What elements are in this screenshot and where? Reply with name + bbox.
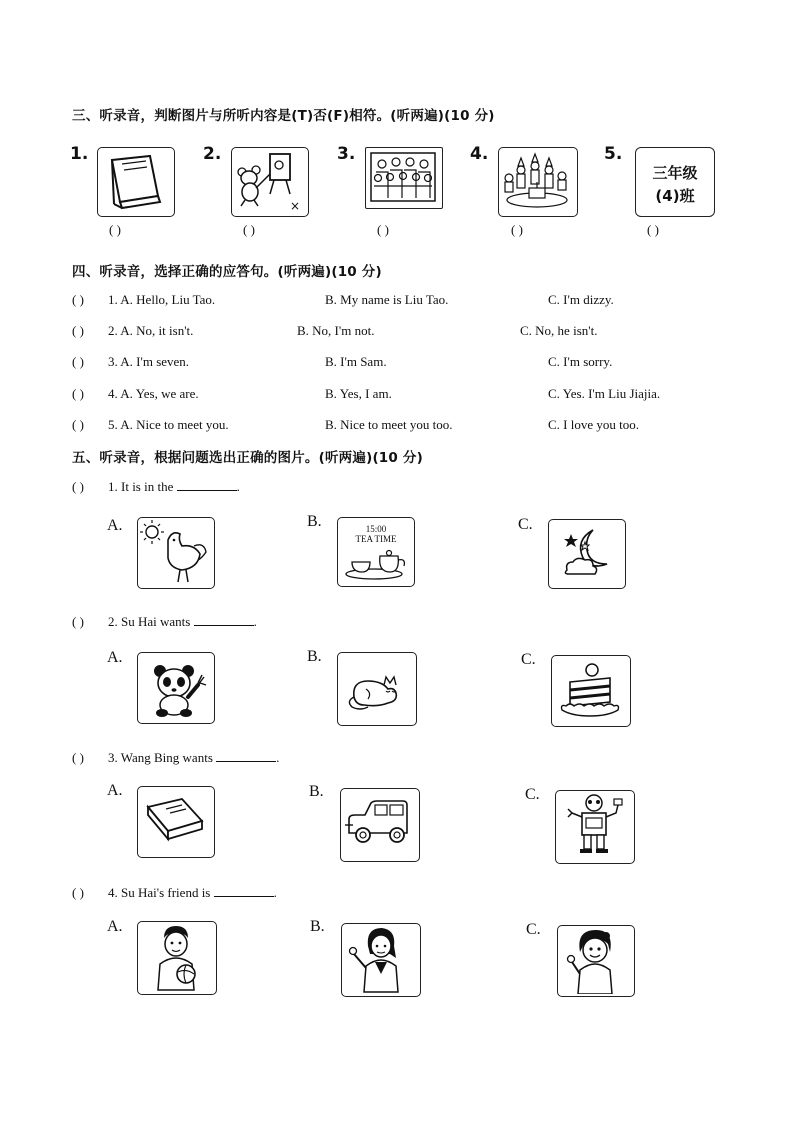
answer-paren[interactable]: ( )	[72, 614, 84, 629]
teapot-icon	[338, 544, 412, 582]
class-sign-picture	[635, 147, 715, 217]
answer-paren[interactable]: ( )	[72, 417, 84, 432]
option-c[interactable]: C. I love you too.	[548, 417, 639, 432]
mouse-drawing-icon	[232, 148, 306, 214]
mouse-drawing-picture	[231, 147, 309, 217]
option-c-picture[interactable]	[555, 790, 635, 864]
option-a[interactable]: 5. A. Nice to meet you.	[108, 417, 229, 432]
option-a-picture[interactable]	[137, 786, 215, 858]
girl-smiling-icon	[558, 926, 632, 994]
item-number: 4.	[470, 144, 489, 164]
option-letter: B.	[309, 783, 324, 800]
question-text	[108, 885, 277, 901]
question-prompt: 1. It is in the	[108, 479, 174, 494]
option-c[interactable]: C. Yes. I'm Liu Jiajia.	[548, 386, 661, 401]
section-5-heading: 五、听录音，根据问题选出正确的图片。(听两遍)(10 分)	[72, 450, 423, 466]
option-b[interactable]: B. No, I'm not.	[297, 323, 375, 338]
question-end: .	[276, 750, 280, 765]
answer-paren[interactable]: ( )	[109, 222, 121, 237]
option-letter: C.	[521, 651, 536, 668]
option-a[interactable]: 4. A. Yes, we are.	[108, 386, 199, 401]
option-letter: B.	[310, 918, 325, 935]
answer-blank[interactable]	[214, 886, 274, 897]
boy-ball-icon	[138, 922, 214, 992]
book-picture	[97, 147, 175, 217]
book-icon	[98, 148, 172, 214]
answer-paren[interactable]: ( )	[72, 750, 84, 765]
option-letter: B.	[307, 513, 322, 530]
option-a-picture[interactable]	[137, 517, 215, 589]
question-end: .	[236, 479, 240, 494]
birthday-party-icon	[499, 148, 575, 214]
option-letter: C.	[526, 921, 541, 938]
option-b-picture[interactable]	[341, 923, 421, 997]
option-letter: C.	[518, 516, 533, 533]
option-c[interactable]: C. I'm sorry.	[548, 354, 613, 369]
book-icon	[138, 787, 212, 855]
item-number: 1.	[70, 144, 89, 164]
option-c-picture[interactable]	[551, 655, 631, 727]
item-number: 3.	[337, 144, 356, 164]
answer-paren[interactable]: ( )	[377, 222, 389, 237]
option-letter: A.	[107, 649, 123, 666]
question-text	[108, 479, 240, 495]
answer-paren[interactable]: ( )	[72, 386, 84, 401]
question-text	[108, 750, 279, 766]
item-number: 5.	[604, 144, 623, 164]
option-b[interactable]: B. My name is Liu Tao.	[325, 292, 449, 307]
answer-paren[interactable]: ( )	[72, 354, 84, 369]
option-a-picture[interactable]	[137, 921, 217, 995]
section-3-heading: 三、听录音，判断图片与所听内容是(T)否(F)相符。(听两遍)(10 分)	[72, 108, 495, 124]
option-letter: A.	[107, 918, 123, 935]
option-c-picture[interactable]	[548, 519, 626, 589]
answer-paren[interactable]: ( )	[72, 885, 84, 900]
question-prompt: 2. Su Hai wants	[108, 614, 191, 629]
question-end: .	[273, 885, 277, 900]
option-a[interactable]: 3. A. I'm seven.	[108, 354, 190, 369]
section-4-heading: 四、听录音，选择正确的应答句。(听两遍)(10 分)	[72, 264, 382, 280]
answer-paren[interactable]: ( )	[511, 222, 523, 237]
question-prompt: 4. Su Hai's friend is	[108, 885, 211, 900]
option-c[interactable]: C. I'm dizzy.	[548, 292, 614, 307]
panda-icon	[138, 653, 212, 721]
option-b[interactable]: B. I'm Sam.	[325, 354, 387, 369]
answer-paren[interactable]: ( )	[72, 323, 84, 338]
option-a[interactable]: 1. A. Hello, Liu Tao.	[108, 292, 216, 307]
moon-stars-icon	[549, 520, 623, 586]
birthday-party-picture	[498, 147, 578, 217]
option-b[interactable]: B. Nice to meet you too.	[325, 417, 453, 432]
option-a[interactable]: 2. A. No, it isn't.	[108, 323, 194, 338]
option-a-picture[interactable]	[137, 652, 215, 724]
option-letter: C.	[525, 786, 540, 803]
answer-blank[interactable]	[177, 480, 237, 491]
question-prompt: 3. Wang Bing wants	[108, 750, 213, 765]
question-text	[108, 614, 257, 630]
cat-icon	[338, 653, 414, 723]
tea-time-clock: 15:00	[365, 524, 387, 534]
answer-paren[interactable]: ( )	[72, 292, 84, 307]
option-b-picture[interactable]	[337, 652, 417, 726]
family-photo-picture	[365, 147, 443, 209]
answer-paren[interactable]: ( )	[647, 222, 659, 237]
car-icon	[341, 789, 417, 859]
cake-icon	[552, 656, 628, 724]
option-letter: B.	[307, 648, 322, 665]
girl-waving-icon	[342, 924, 418, 994]
answer-blank[interactable]	[216, 751, 276, 762]
family-photo-icon	[366, 148, 440, 206]
class-sign-grade: 三年级	[652, 164, 698, 182]
option-b[interactable]: B. Yes, I am.	[325, 386, 392, 401]
answer-paren[interactable]: ( )	[72, 479, 84, 494]
question-end: .	[253, 614, 257, 629]
option-letter: A.	[107, 782, 123, 799]
option-letter: A.	[107, 517, 123, 534]
sun-rooster-icon	[138, 518, 212, 586]
robot-icon	[556, 791, 632, 861]
option-c-picture[interactable]	[557, 925, 635, 997]
answer-paren[interactable]: ( )	[243, 222, 255, 237]
option-b-picture[interactable]	[337, 517, 415, 587]
option-c[interactable]: C. No, he isn't.	[520, 323, 598, 338]
cross-mark: ×	[290, 199, 301, 213]
answer-blank[interactable]	[194, 615, 254, 626]
tea-time-label: TEA TIME	[355, 534, 397, 544]
class-sign-class: (4)班	[655, 187, 695, 205]
item-number: 2.	[203, 144, 222, 164]
option-b-picture[interactable]	[340, 788, 420, 862]
